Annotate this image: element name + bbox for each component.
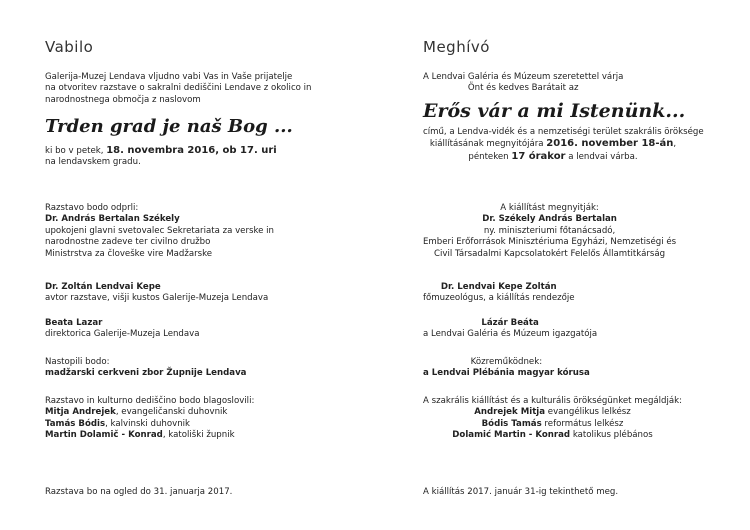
- left-bless-label: Razstavo in kulturno dediščino bodo blagoslovili:: [45, 396, 255, 406]
- left-person-3-desc: direktorica Galerije-Muzeja Lendava: [45, 329, 200, 340]
- left-intro: [45, 72, 312, 106]
- right-blesser-2-desc: református lelkész: [541, 418, 624, 429]
- right-performers: [423, 357, 590, 380]
- right-person-1-desc: ny. miniszteriumi főtanácsadó,: [483, 225, 616, 236]
- right-blesser-2: [423, 419, 682, 430]
- right-desc: [423, 127, 704, 163]
- right-footer: A kiállítás 2017. január 31-ig tekinthető meg.: [423, 487, 619, 497]
- left-opening-label: Razstavo bodo odprli:: [45, 203, 139, 213]
- right-opening: [423, 203, 676, 260]
- left-person-1-name: Dr. András Bertalan Székely: [45, 214, 180, 225]
- right-blesser-3-desc: katolikus plébános: [570, 430, 653, 441]
- left-person-1-desc: upokojeni glavni svetovalec Sekretariata za verske in: [45, 225, 275, 236]
- left-person-2-desc: avtor razstave, višji kustos Galerije-Muzeja Lendava: [45, 293, 269, 304]
- left-heading: Vabilo: [45, 38, 94, 56]
- left-blesser-3: [45, 430, 254, 441]
- right-desc-time: 17 órakor: [511, 150, 566, 162]
- left-person-1-desc: Ministrstva za človeške vire Madžarske: [45, 248, 213, 259]
- right-desc-prefix: kiállításának megnyitójára: [429, 139, 547, 150]
- right-person-2-name: Dr. Lendvai Kepe Zoltán: [440, 282, 557, 292]
- right-blesser-2-name: Bódis Tamás: [481, 418, 542, 429]
- left-intro-line: Galerija-Muzej Lendava vljudno vabi Vas in Vaše prijatelje: [45, 72, 293, 82]
- left-perform-label: Nastopili bodo:: [45, 357, 110, 367]
- right-blesser-3: [423, 430, 682, 441]
- left-blesser-2-name: Tamás Bódis: [45, 418, 106, 429]
- right-desc-line-1: című, a Lendva-vidék és a nemzetiségi terület szakrális öröksége: [423, 127, 704, 137]
- left-blessing: [45, 396, 254, 442]
- right-blesser-3-name: Dolamić Martin - Konrad: [452, 430, 571, 441]
- left-when: [45, 145, 277, 169]
- left-blesser-3-desc: , katoliški župnik: [162, 430, 235, 441]
- right-perform-label: Közreműködnek:: [470, 357, 543, 367]
- right-blessing: [423, 396, 682, 442]
- right-exhibition-title: Erős vár a mi Istenünk...: [423, 100, 686, 122]
- right-blesser-1-desc: evangélikus lelkész: [545, 407, 631, 418]
- left-when-place: na lendavskem gradu.: [45, 157, 141, 168]
- right-perform-value: a Lendvai Plébánia magyar kórusa: [423, 368, 590, 379]
- left-intro-line: na otvoritev razstave o sakralni dediščini Lendave z okolico in: [45, 83, 312, 94]
- right-person-1-desc: Civil Társadalmi Kapcsolatokért Felelős Államtitkárság: [434, 248, 666, 259]
- left-person-3-name: Beata Lazar: [45, 318, 103, 328]
- left-blesser-3-name: Martin Dolamič - Konrad: [45, 430, 163, 441]
- right-bless-label: A szakrális kiállítást és a kulturális örökségünket megáldják:: [423, 396, 683, 406]
- right-person-1-name: Dr. Székely András Bertalan: [482, 214, 617, 225]
- left-person-2: [45, 282, 268, 305]
- right-person-1-desc: Emberi Erőforrások Minisztériuma Egyházi, Nemzetiségi és: [423, 237, 677, 248]
- left-blesser-2-desc: , kalvinski duhovnik: [105, 418, 191, 429]
- left-person-1-desc: narodnostne zadeve ter civilno družbo: [45, 237, 211, 248]
- left-intro-line: narodnostnega območja z naslovom: [45, 94, 201, 105]
- right-intro-line: A Lendvai Galéria és Múzeum szeretettel várja: [423, 72, 624, 82]
- left-footer: Razstava bo na ogled do 31. januarja 2017.: [45, 487, 233, 497]
- left-person-2-name: Dr. Zoltán Lendvai Kepe: [45, 282, 161, 292]
- right-person-2: [423, 282, 575, 305]
- right-blesser-1: [423, 407, 682, 418]
- left-perform-value: madžarski cerkveni zbor Župnije Lendava: [45, 368, 247, 379]
- right-desc-line-2: [423, 138, 683, 150]
- right-intro-line: Önt és kedves Barátait az: [467, 83, 579, 94]
- right-heading: Meghívó: [423, 38, 490, 56]
- right-desc-line-3: [423, 151, 683, 163]
- right-desc-time-prefix: pénteken: [468, 151, 512, 162]
- left-blesser-2: [45, 419, 254, 430]
- left-performers: [45, 357, 246, 380]
- left-when-prefix: ki bo v petek,: [45, 146, 107, 156]
- right-opening-label: A kiállítást megnyitják:: [500, 203, 599, 213]
- left-opening: [45, 203, 274, 260]
- left-person-3: [45, 318, 200, 341]
- right-desc-suffix: ,: [673, 139, 677, 150]
- left-exhibition-title: Trden grad je naš Bog ...: [45, 116, 293, 137]
- left-blesser-1-name: Mitja Andrejek: [45, 407, 116, 418]
- right-person-3-name: Lázár Beáta: [481, 318, 539, 328]
- left-blesser-1-desc: , evangeličanski duhovnik: [115, 407, 228, 418]
- right-person-3: [423, 318, 597, 341]
- right-intro: [423, 72, 623, 95]
- left-when-line: [45, 145, 277, 157]
- left-blesser-1: [45, 407, 254, 418]
- right-person-3-desc: a Lendvai Galéria és Múzeum igazgatója: [423, 329, 598, 340]
- right-desc-date: 2016. november 18-án: [546, 138, 674, 150]
- right-person-2-desc: főmuzeológus, a kiállítás rendezője: [423, 293, 575, 304]
- left-when-date: 18. novembra 2016, ob 17. uri: [106, 145, 277, 156]
- right-desc-time-suffix: a lendvai várba.: [565, 151, 638, 162]
- right-blesser-1-name: Andrejek Mitja: [474, 407, 546, 418]
